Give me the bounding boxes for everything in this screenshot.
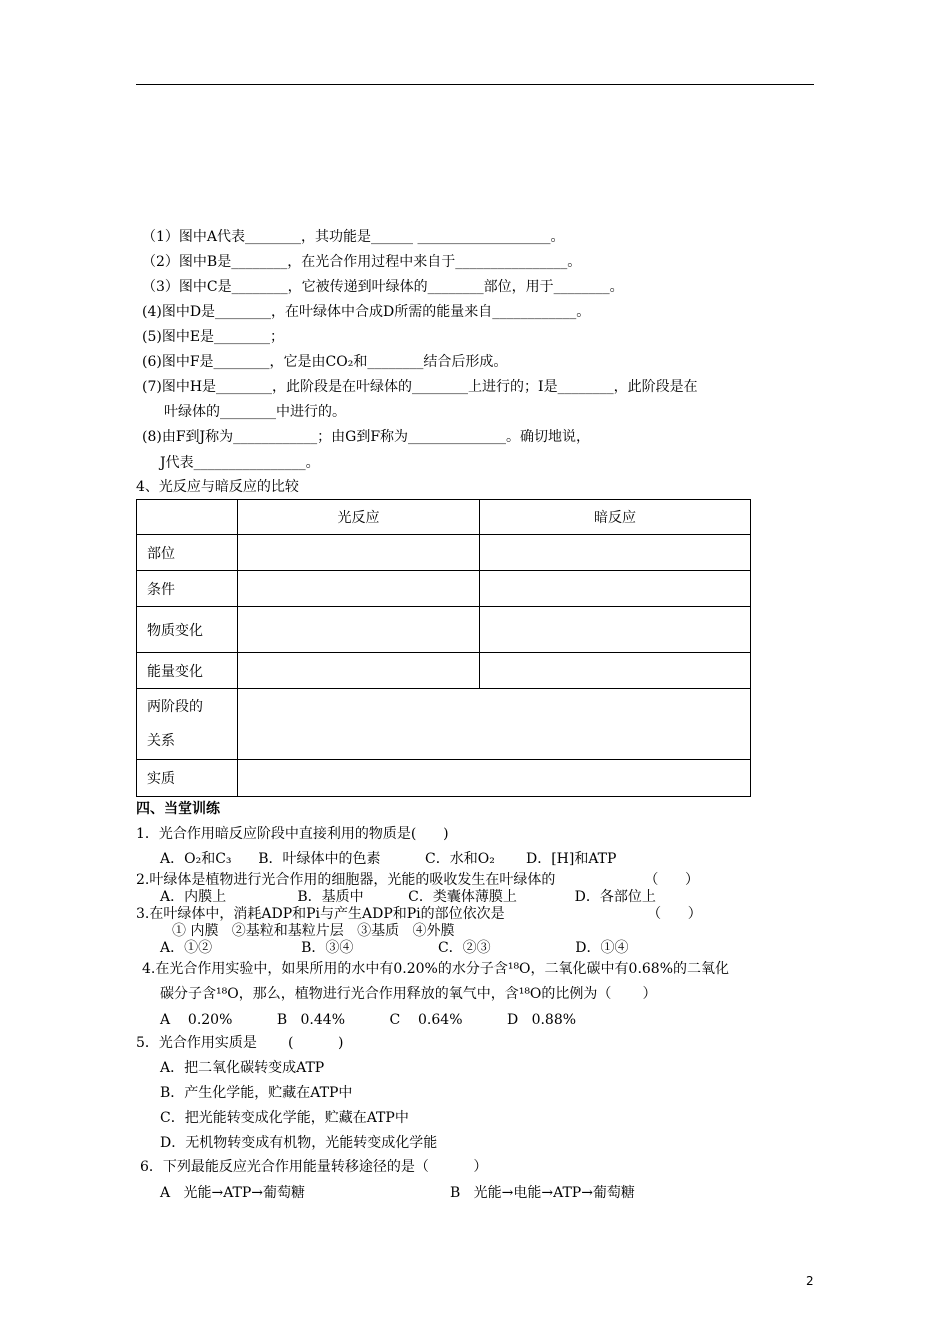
comparison-table — [136, 499, 751, 797]
question-6: (6)图中F是________，它是由CO₂和________结合后形成。 — [142, 354, 508, 370]
table-row — [137, 689, 751, 760]
row-label-essence: 实质 — [137, 760, 238, 797]
exercise-6: 6．下列最能反应光合作用能量转移途径的是（ ） — [140, 1159, 488, 1175]
row-label-energy-change: 能量变化 — [137, 653, 238, 689]
section4-title: 4、光反应与暗反应的比较 — [136, 479, 299, 495]
cell-light-energy-change — [238, 653, 480, 689]
question-4: (4)图中D是________，在叶绿体中合成D所需的能量来自____________。 — [142, 304, 591, 320]
exercise-1-options: A．O₂和C₃ B．叶绿体中的色素 C．水和O₂ D．[H]和ATP — [160, 851, 617, 867]
header-dark-reaction: 暗反应 — [480, 500, 751, 535]
question-7-cont: 叶绿体的________中进行的。 — [164, 404, 346, 420]
table-row — [137, 571, 751, 607]
exercise-5-option-c: C．把光能转变成化学能，贮藏在ATP中 — [160, 1110, 409, 1126]
table-corner-cell — [137, 500, 238, 535]
question-7: (7)图中H是________，此阶段是在叶绿体的________上进行的；I是________，此阶段是在 — [142, 379, 698, 395]
question-8-cont: J代表________________。 — [160, 455, 320, 471]
exercise-5-option-a: A．把二氧化碳转变成ATP — [160, 1060, 325, 1076]
exercise-6-option-b: B 光能→电能→ATP→葡萄糖 — [450, 1185, 635, 1201]
exercise-5-option-b: B．产生化学能，贮藏在ATP中 — [160, 1085, 353, 1101]
exercise-2-options: A．内膜上 B．基质中 C．类囊体薄膜上 D．各部位上 — [160, 889, 656, 905]
question-5: (5)图中E是________； — [142, 329, 285, 345]
exercise-3-items: ① 内膜 ②基粒和基粒片层 ③基质 ④外膜 — [172, 923, 455, 939]
exercise-4-cont: 碳分子含¹⁸O，那么，植物进行光合作用释放的氧气中，含¹⁸O的比例为（ ） — [160, 986, 657, 1002]
question-2: （2）图中B是________，在光合作用过程中来自于________________。 — [142, 254, 582, 270]
exercise-4-options: A 0.20% B 0.44% C 0.64% D 0.88% — [160, 1012, 577, 1028]
cell-dark-conditions — [480, 571, 751, 607]
table-row — [137, 535, 751, 571]
exercise-5-option-d: D．无机物转变成有机物，光能转变成化学能 — [160, 1135, 438, 1151]
cell-light-location — [238, 535, 480, 571]
table-row — [137, 760, 751, 797]
section-title: 四、当堂训练 — [136, 801, 220, 817]
relationship-label-line1: 两阶段的 — [147, 699, 203, 715]
table-row — [137, 653, 751, 689]
cell-light-material-change — [238, 607, 480, 653]
cell-dark-material-change — [480, 607, 751, 653]
table-row — [137, 607, 751, 653]
header-rule — [136, 84, 814, 85]
question-3: （3）图中C是________，它被传递到叶绿体的________部位，用于________。 — [142, 279, 624, 295]
table-header-row — [137, 500, 751, 535]
row-label-material-change: 物质变化 — [137, 607, 238, 653]
question-1: （1）图中A代表________，其功能是______ ___________________。 — [142, 229, 565, 245]
row-label-conditions: 条件 — [137, 571, 238, 607]
cell-essence — [238, 760, 751, 797]
page-number: 2 — [806, 1274, 814, 1288]
question-8: (8)由F到J称为____________；由G到F称为______________。确切地说， — [142, 429, 591, 445]
exercise-3: 3.在叶绿体中，消耗ADP和Pi与产生ADP和Pi的部位依次是 （ ） — [136, 906, 702, 922]
exercise-5: 5．光合作用实质是 ( ) — [136, 1035, 344, 1051]
header-light-reaction: 光反应 — [238, 500, 480, 535]
cell-light-conditions — [238, 571, 480, 607]
exercise-3-options: A．①② B．③④ C．②③ D．①④ — [160, 940, 629, 956]
cell-dark-location — [480, 535, 751, 571]
exercise-1: 1．光合作用暗反应阶段中直接利用的物质是( ) — [136, 826, 449, 842]
cell-dark-energy-change — [480, 653, 751, 689]
row-label-location: 部位 — [137, 535, 238, 571]
relationship-label-line2: 关系 — [147, 733, 175, 749]
row-label-relationship — [137, 689, 238, 760]
exercise-6-option-a: A 光能→ATP→葡萄糖 — [160, 1185, 306, 1201]
exercise-4: 4.在光合作用实验中，如果所用的水中有0.20%的水分子含¹⁸O，二氧化碳中有0.68%的二氧化 — [142, 961, 730, 977]
cell-relationship — [238, 689, 751, 760]
exercise-2: 2.叶绿体是植物进行光合作用的细胞器，光能的吸收发生在叶绿体的 （ ） — [136, 872, 700, 888]
